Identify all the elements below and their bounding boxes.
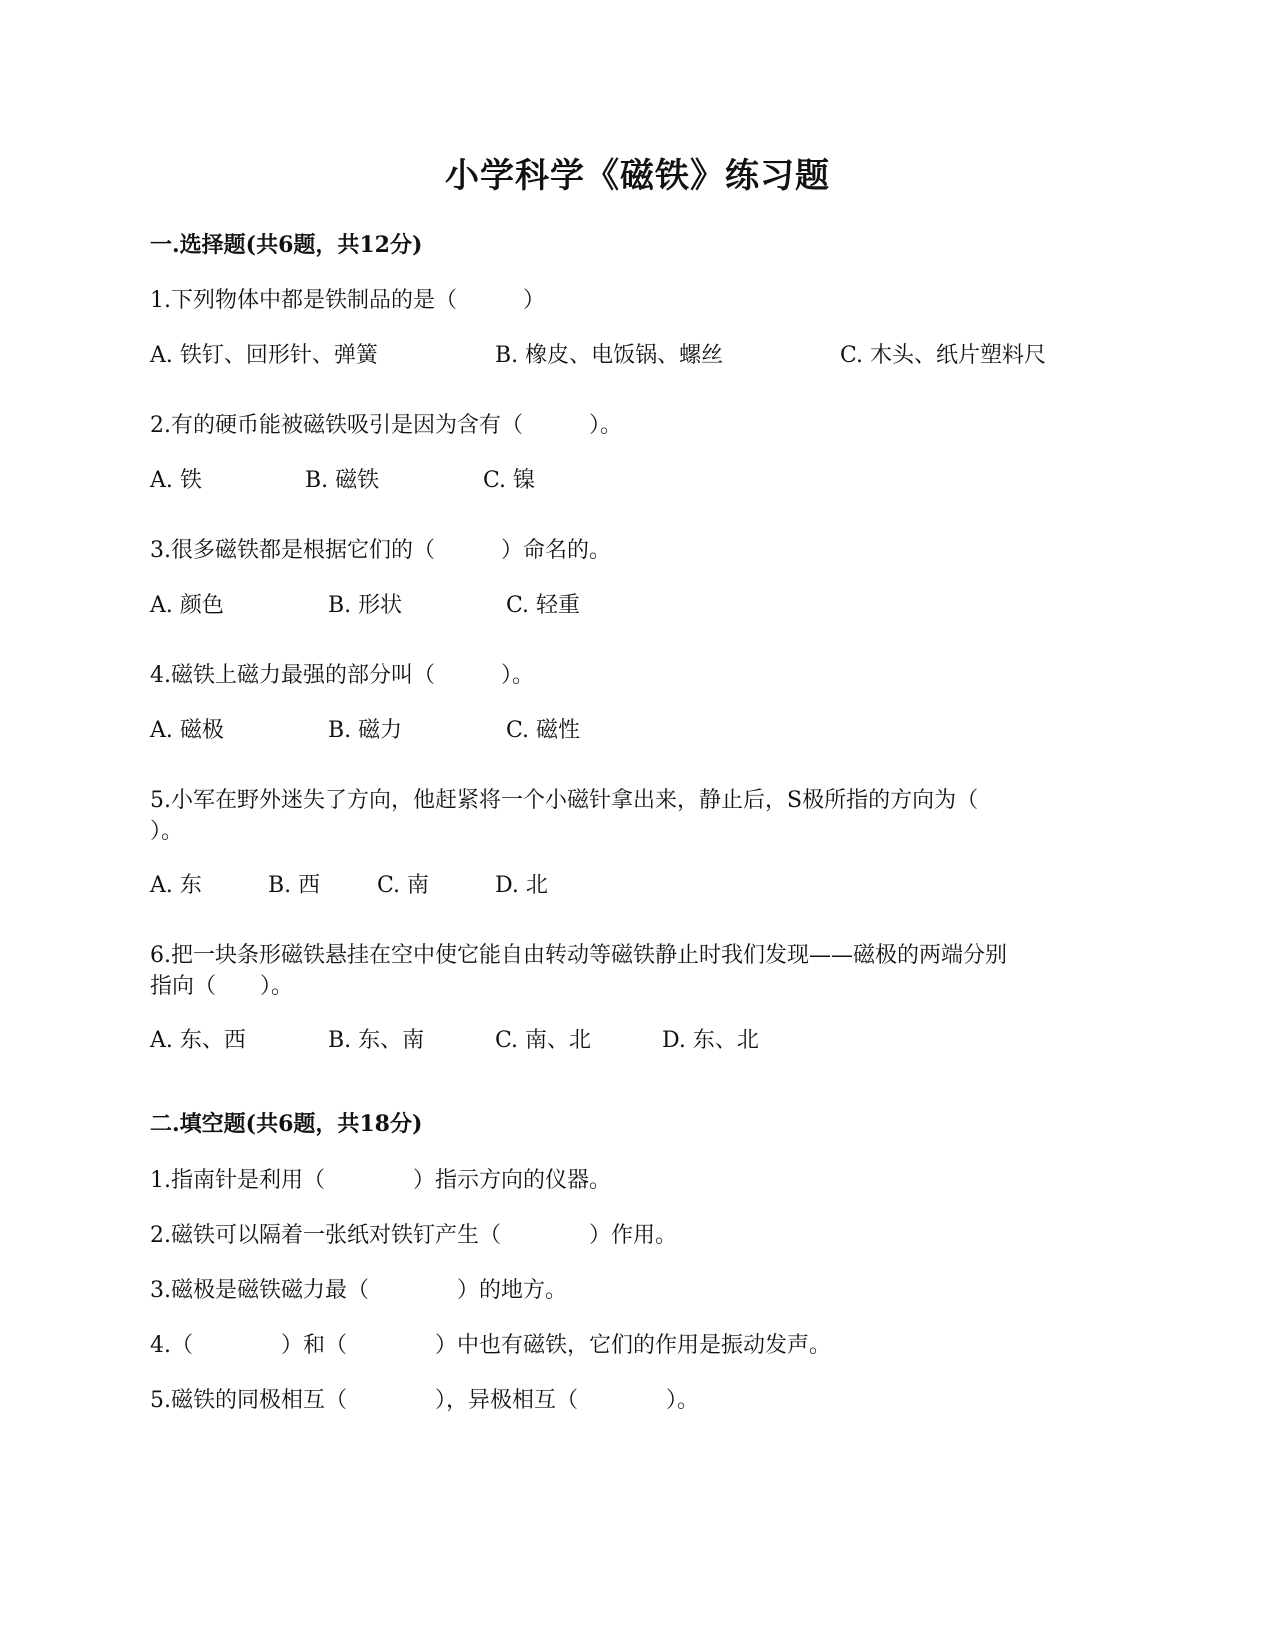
fill-question-4: 4.（ ）和（ ）中也有磁铁，它们的作用是振动发声。 xyxy=(150,1333,831,1358)
option-a: A. 颜色 xyxy=(150,593,224,618)
option-b: B. 磁力 xyxy=(328,718,403,743)
option-b: B. 形状 xyxy=(328,593,403,618)
option-d: D. 北 xyxy=(495,873,548,898)
question-5-text-line-1: 5.小军在野外迷失了方向，他赶紧将一个小磁针拿出来，静止后，S极所指的方向为（ xyxy=(150,788,979,813)
option-a: A. 铁 xyxy=(150,468,202,493)
question-6-text-line-1: 6.把一块条形磁铁悬挂在空中使它能自由转动等磁铁静止时我们发现——磁极的两端分别 xyxy=(150,943,1007,968)
section-heading-choice: 一.选择题(共6题，共12分) xyxy=(150,232,423,258)
question-1-text: 1.下列物体中都是铁制品的是（ ） xyxy=(150,288,545,313)
fill-question-5: 5.磁铁的同极相互（ ），异极相互（ ）。 xyxy=(150,1388,699,1413)
page-title: 小学科学《磁铁》练习题 xyxy=(445,156,830,196)
question-2-text: 2.有的硬币能被磁铁吸引是因为含有（ ）。 xyxy=(150,413,622,438)
option-c: C. 南 xyxy=(377,873,430,898)
option-b: B. 橡皮、电饭锅、螺丝 xyxy=(495,343,724,368)
question-4-text: 4.磁铁上磁力最强的部分叫（ ）。 xyxy=(150,663,534,688)
option-b: B. 东、南 xyxy=(328,1028,425,1053)
question-3-text: 3.很多磁铁都是根据它们的（ ）命名的。 xyxy=(150,538,611,563)
option-c: C. 南、北 xyxy=(495,1028,592,1053)
option-a: A. 铁钉、回形针、弹簧 xyxy=(150,343,378,368)
fill-question-2: 2.磁铁可以隔着一张纸对铁钉产生（ ）作用。 xyxy=(150,1223,677,1248)
option-a: A. 东 xyxy=(150,873,202,898)
option-a: A. 东、西 xyxy=(150,1028,246,1053)
option-c: C. 镍 xyxy=(483,468,536,493)
option-c: C. 轻重 xyxy=(506,593,581,618)
option-c: C. 木头、纸片塑料尺 xyxy=(840,343,1047,368)
option-a: A. 磁极 xyxy=(150,718,224,743)
fill-question-1: 1.指南针是利用（ ）指示方向的仪器。 xyxy=(150,1168,611,1193)
option-b: B. 磁铁 xyxy=(305,468,380,493)
fill-question-3: 3.磁极是磁铁磁力最（ ）的地方。 xyxy=(150,1278,567,1303)
option-d: D. 东、北 xyxy=(662,1028,759,1053)
option-c: C. 磁性 xyxy=(506,718,581,743)
section-heading-fill-in: 二.填空题(共6题，共18分) xyxy=(150,1111,423,1137)
option-b: B. 西 xyxy=(268,873,321,898)
question-5-text-line-2: ）。 xyxy=(150,819,184,844)
question-6-text-line-2: 指向（ ）。 xyxy=(150,974,294,999)
